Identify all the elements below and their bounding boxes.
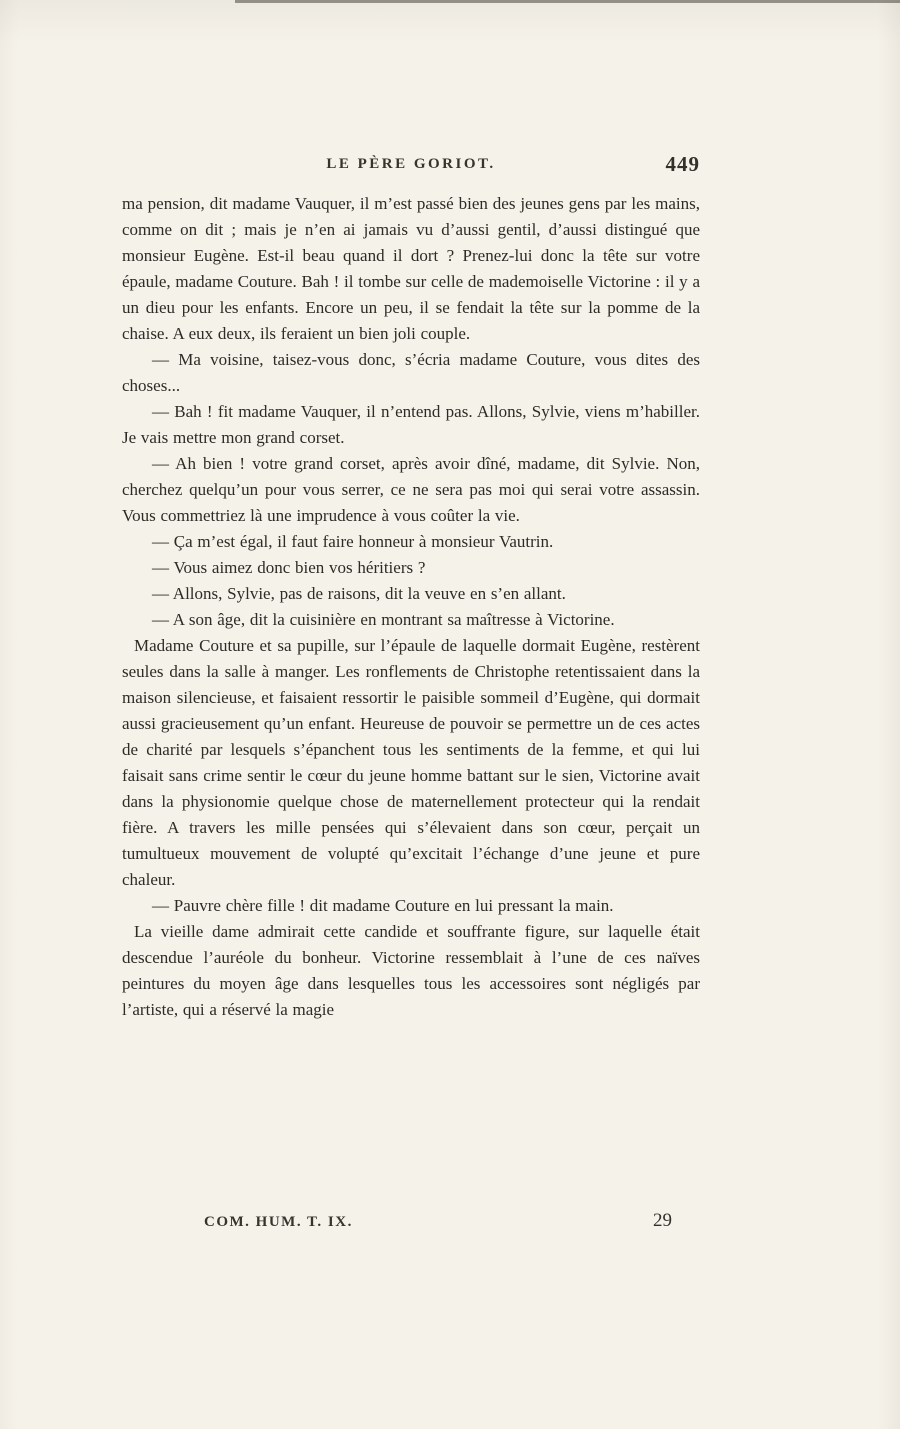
paragraph: ma pension, dit madame Vauquer, il m’est passé bien des jeunes gens par les mains, comme on dit ; mais je n’en ai jamais vu d’aussi gentil, d’aussi distingué que monsieur Eugène. Est-il beau quand il dort ? Prenez-lui donc la tête sur votre épaule, madame Couture. Bah ! il tombe sur celle de mademoiselle Victorine : il y a un dieu pour les enfants. Encore un peu, il se fendait la tête sur la pomme de la chaise. A eux deux, ils feraient un bien joli couple. bbox=[122, 194, 700, 343]
scan-edge-artifact bbox=[235, 0, 900, 3]
paragraph: — Ah bien ! votre grand corset, après avoir dîné, madame, dit Sylvie. Non, cherchez quelqu’un pour vous serrer, ce ne sera pas moi qui serai votre assassin. Vous commettriez là une imprudence à vous coûter la vie. bbox=[122, 454, 700, 525]
running-title: LE PÈRE GORIOT. bbox=[326, 156, 496, 172]
paragraph: — A son âge, dit la cuisinière en montrant sa maîtresse à Victorine. bbox=[152, 610, 615, 629]
page-footer bbox=[122, 1210, 700, 1232]
page-number: 449 bbox=[665, 152, 700, 176]
paragraph: La vieille dame admirait cette candide et souffrante figure, sur laquelle était descendue l’auréole du bonheur. Victorine ressemblait à l’une de ces naïves peintures du moyen âge dans lesquelles tous les accessoires sont négligés par l’artiste, qui a réservé la magie bbox=[122, 922, 700, 1019]
paragraph: — Allons, Sylvie, pas de raisons, dit la veuve en s’en allant. bbox=[152, 584, 566, 603]
paragraph: — Ma voisine, taisez-vous donc, s’écria madame Couture, vous dites des choses... bbox=[122, 350, 700, 395]
paragraph: — Bah ! fit madame Vauquer, il n’entend pas. Allons, Sylvie, viens m’habiller. Je vais mettre mon grand corset. bbox=[122, 402, 700, 447]
paragraph: — Vous aimez donc bien vos héritiers ? bbox=[152, 558, 426, 577]
volume-signature: COM. HUM. T. IX. bbox=[204, 1214, 353, 1230]
paragraph: — Ça m’est égal, il faut faire honneur à monsieur Vautrin. bbox=[152, 532, 554, 551]
paragraph: — Pauvre chère fille ! dit madame Couture en lui pressant la main. bbox=[152, 896, 614, 915]
page-header bbox=[122, 152, 700, 182]
sheet-number: 29 bbox=[653, 1210, 672, 1231]
paragraph: Madame Couture et sa pupille, sur l’épaule de laquelle dormait Eugène, restèrent seules dans la salle à manger. Les ronflements de Christophe retentissaient dans la maison silencieuse, et faisaient ressortir le paisible sommeil d’Eugène, qui dormait aussi gracieusement qu’un enfant. Heureuse de pouvoir se permettre un de ces actes de charité par lesquels s’épanchent tous les sentiments de la femme, et qui lui faisait sans crime sentir le cœur du jeune homme battant sur le sien, Victorine avait dans la physionomie quelque chose de maternellement protecteur qui la rendait fière. A travers les mille pensées qui s’élevaient dans son cœur, perçait un tumultueux mouvement de volupté qu’excitait l’échange d’une jeune et pure chaleur. bbox=[122, 636, 700, 889]
page-body bbox=[122, 191, 700, 1023]
